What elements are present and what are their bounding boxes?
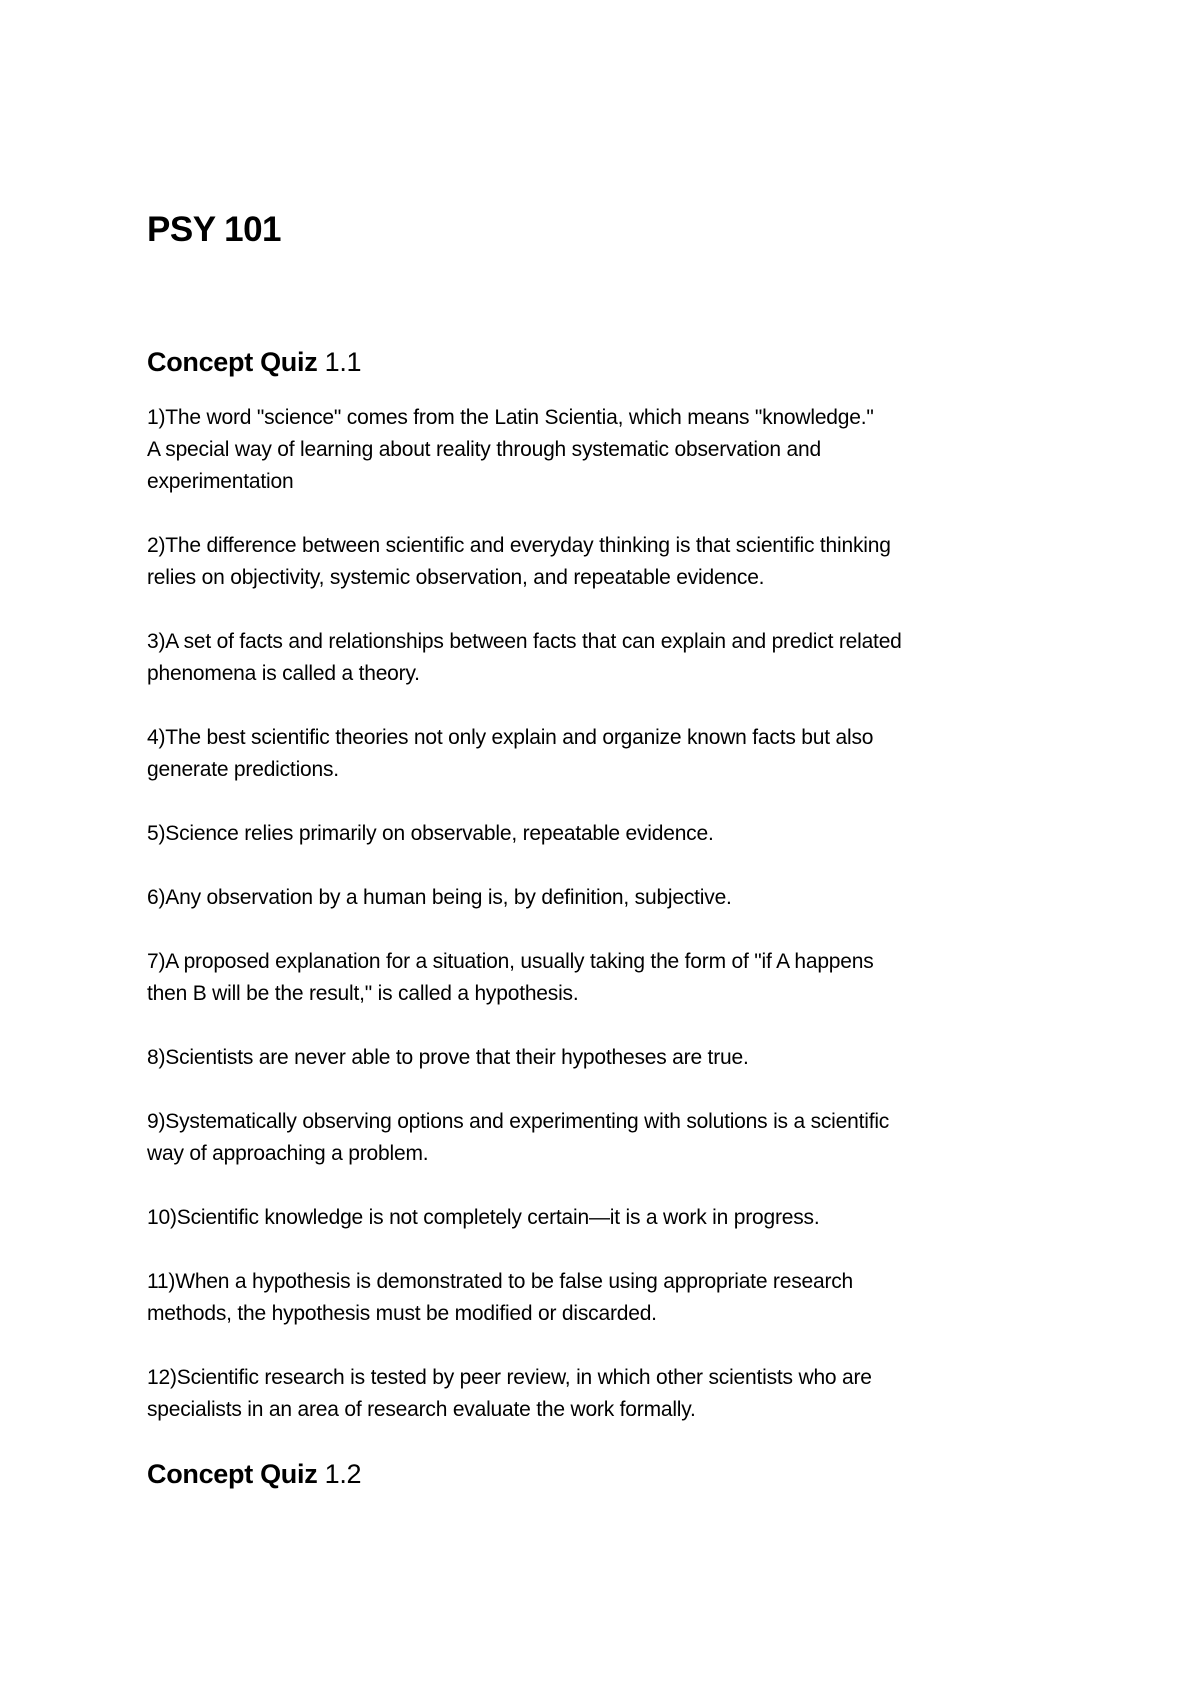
question-number: 7) xyxy=(147,950,166,973)
question-text: When a hypothesis is demonstrated to be false using appropriate research xyxy=(175,1270,854,1293)
question-text: Scientists are never able to prove that their hypotheses are true. xyxy=(165,1046,749,1069)
question-number: 6) xyxy=(147,886,166,909)
question-item xyxy=(147,882,1077,914)
question-text: methods, the hypothesis must be modified or discarded. xyxy=(147,1302,657,1325)
question-item xyxy=(147,626,1077,690)
question-text: Scientific knowledge is not completely certain—it is a work in progress. xyxy=(176,1206,820,1229)
question-line xyxy=(147,1042,1077,1074)
question-line xyxy=(147,658,1077,690)
question-text: relies on objectivity, systemic observation, and repeatable evidence. xyxy=(147,566,765,589)
section-title-label: Concept Quiz xyxy=(147,347,318,377)
question-item xyxy=(147,1202,1077,1234)
question-line xyxy=(147,818,1077,850)
question-list xyxy=(147,402,1077,1426)
question-text: Scientific research is tested by peer review, in which other scientists who are xyxy=(176,1366,872,1389)
question-line xyxy=(147,530,1077,562)
question-line xyxy=(147,978,1077,1010)
question-item xyxy=(147,1362,1077,1426)
question-line xyxy=(147,562,1077,594)
question-number: 11) xyxy=(147,1270,176,1293)
question-number: 12) xyxy=(147,1366,177,1389)
question-line xyxy=(147,1298,1077,1330)
question-line xyxy=(147,626,1077,658)
question-item xyxy=(147,1266,1077,1330)
section-title-number: 1.2 xyxy=(324,1459,362,1489)
course-title: PSY 101 xyxy=(147,210,282,249)
section-title xyxy=(147,1456,1077,1492)
question-line xyxy=(147,754,1077,786)
question-line xyxy=(147,1266,1077,1298)
question-text: phenomena is called a theory. xyxy=(147,662,420,685)
section-title xyxy=(147,344,1077,380)
question-text: way of approaching a problem. xyxy=(147,1142,429,1165)
question-text: Science relies primarily on observable, repeatable evidence. xyxy=(165,822,714,845)
question-number: 9) xyxy=(147,1110,166,1133)
document-content xyxy=(147,208,1077,1492)
question-line xyxy=(147,722,1077,754)
question-number: 8) xyxy=(147,1046,166,1069)
question-item xyxy=(147,402,1077,498)
question-item xyxy=(147,818,1077,850)
question-text: The difference between scientific and everyday thinking is that scientific thinking xyxy=(165,534,891,557)
question-line xyxy=(147,946,1077,978)
question-line xyxy=(147,1362,1077,1394)
question-text: Any observation by a human being is, by definition, subjective. xyxy=(165,886,732,909)
question-line xyxy=(147,434,1077,466)
question-text: experimentation xyxy=(147,470,294,493)
question-line xyxy=(147,1394,1077,1426)
question-item xyxy=(147,1042,1077,1074)
quiz-sections xyxy=(147,344,1077,1492)
question-item xyxy=(147,1106,1077,1170)
section-title-number: 1.1 xyxy=(324,347,362,377)
question-text: specialists in an area of research evaluate the work formally. xyxy=(147,1398,696,1421)
question-text: Systematically observing options and experimenting with solutions is a scientific xyxy=(165,1110,890,1133)
question-number: 5) xyxy=(147,822,166,845)
question-line xyxy=(147,1202,1077,1234)
question-text: A special way of learning about reality through systematic observation and xyxy=(147,438,821,461)
question-text: then B will be the result," is called a hypothesis. xyxy=(147,982,579,1005)
quiz-section xyxy=(147,344,1077,1426)
question-number: 10) xyxy=(147,1206,177,1229)
question-line xyxy=(147,466,1077,498)
quiz-section xyxy=(147,1456,1077,1492)
question-item xyxy=(147,722,1077,786)
question-item xyxy=(147,946,1077,1010)
question-line xyxy=(147,1106,1077,1138)
question-text: A proposed explanation for a situation, usually taking the form of "if A happens xyxy=(165,950,874,973)
question-item xyxy=(147,530,1077,594)
question-text: A set of facts and relationships between facts that can explain and predict related xyxy=(165,630,902,653)
question-number: 4) xyxy=(147,726,166,749)
question-line xyxy=(147,1138,1077,1170)
question-line xyxy=(147,882,1077,914)
question-text: generate predictions. xyxy=(147,758,339,781)
question-text: The best scientific theories not only explain and organize known facts but also xyxy=(165,726,874,749)
question-text: The word "science" comes from the Latin Scientia, which means "knowledge." xyxy=(165,406,874,429)
question-line xyxy=(147,402,1077,434)
question-number: 1) xyxy=(147,406,166,429)
question-number: 2) xyxy=(147,534,166,557)
section-title-label: Concept Quiz xyxy=(147,1459,318,1489)
question-number: 3) xyxy=(147,630,166,653)
